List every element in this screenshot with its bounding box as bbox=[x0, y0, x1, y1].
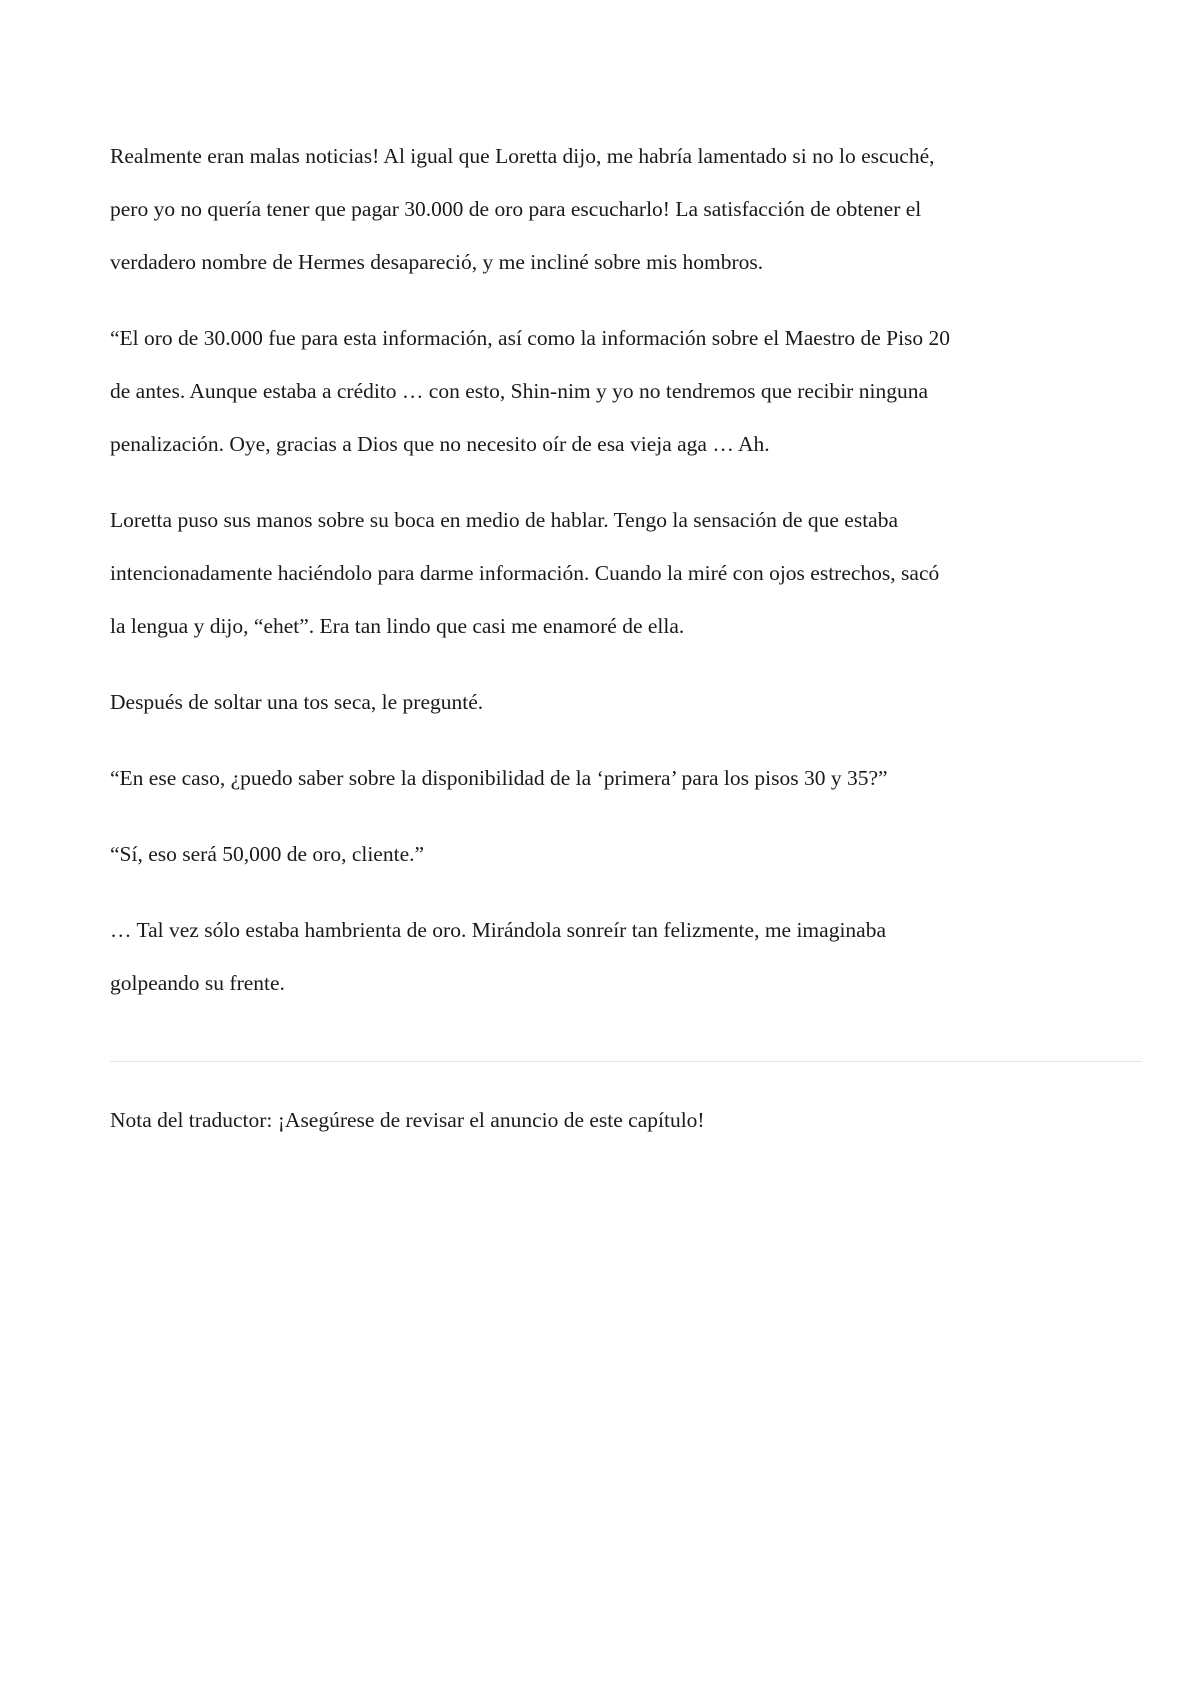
paragraph bbox=[110, 494, 1070, 653]
text-line: verdadero nombre de Hermes desapareció, y me incliné sobre mis hombros. bbox=[110, 250, 764, 274]
paragraph bbox=[110, 904, 1070, 1010]
document-body bbox=[110, 130, 1070, 1033]
text-line: Loretta puso sus manos sobre su boca en medio de hablar. Tengo la sensación de que estaba bbox=[110, 508, 899, 532]
paragraph bbox=[110, 752, 1070, 805]
translator-note: Nota del traductor: ¡Asegúrese de revisar el anuncio de este capítulo! bbox=[110, 1108, 705, 1132]
text-line: “En ese caso, ¿puedo saber sobre la disponibilidad de la ‘primera’ para los pisos 30 y 35?” bbox=[110, 766, 888, 790]
paragraph bbox=[110, 676, 1070, 729]
section-divider bbox=[110, 1061, 1142, 1062]
text-line: Realmente eran malas noticias! Al igual que Loretta dijo, me habría lamentado si no lo escuché, bbox=[110, 144, 935, 168]
text-line: “Sí, eso será 50,000 de oro, cliente.” bbox=[110, 842, 425, 866]
paragraph bbox=[110, 312, 1070, 471]
text-line: golpeando su frente. bbox=[110, 971, 285, 995]
text-line: la lengua y dijo, “ehet”. Era tan lindo que casi me enamoré de ella. bbox=[110, 614, 685, 638]
text-line: … Tal vez sólo estaba hambrienta de oro. Mirándola sonreír tan felizmente, me imaginaba bbox=[110, 918, 887, 942]
text-line: penalización. Oye, gracias a Dios que no necesito oír de esa vieja aga … Ah. bbox=[110, 432, 770, 456]
paragraph bbox=[110, 130, 1070, 289]
text-line: “El oro de 30.000 fue para esta información, así como la información sobre el Maestro de Piso 20 bbox=[110, 326, 951, 350]
text-line: Después de soltar una tos seca, le pregunté. bbox=[110, 690, 484, 714]
text-line: intencionadamente haciéndolo para darme información. Cuando la miré con ojos estrechos, sacó bbox=[110, 561, 940, 585]
text-line: pero yo no quería tener que pagar 30.000 de oro para escucharlo! La satisfacción de obtener el bbox=[110, 197, 922, 221]
paragraph bbox=[110, 828, 1070, 881]
text-line: de antes. Aunque estaba a crédito … con esto, Shin-nim y yo no tendremos que recibir ninguna bbox=[110, 379, 928, 403]
